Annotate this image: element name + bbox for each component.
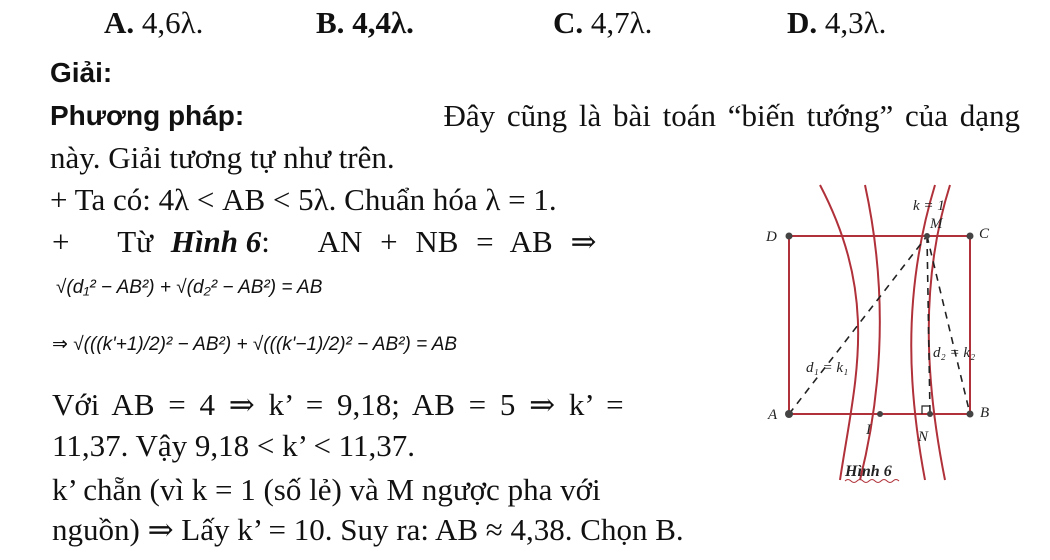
method-label: Phương pháp: xyxy=(50,100,245,131)
solution-heading: Giải: xyxy=(50,57,113,88)
option-b-letter: B. xyxy=(316,5,345,40)
label-b: B xyxy=(980,405,990,421)
option-d-letter: D. xyxy=(787,5,818,40)
label-a: A xyxy=(768,407,778,423)
line-m-b xyxy=(927,236,970,414)
method-text-1: Đây cũng là bài toán “biến tướng” của dạng xyxy=(443,98,1020,133)
point-n xyxy=(927,411,933,417)
point-a xyxy=(785,410,793,418)
figure-caption: Hình 6 xyxy=(845,463,892,480)
step2-equation: AN + NB = AB ⇒ xyxy=(317,224,597,259)
point-b xyxy=(967,411,974,418)
point-d xyxy=(786,233,793,240)
label-k-top: k = 1 xyxy=(913,198,945,214)
label-m: M xyxy=(930,216,943,232)
point-m xyxy=(924,233,930,239)
label-d2: d₂ = k₂ xyxy=(933,345,976,361)
step3-line-2: 11,37. Vậy 9,18 < k’ < 11,37. xyxy=(52,428,416,463)
option-c-value: 4,7λ. xyxy=(590,5,653,40)
option-b-value: 4,4λ. xyxy=(352,5,414,40)
option-d-value: 4,3λ. xyxy=(824,5,887,40)
label-c: C xyxy=(979,226,990,242)
point-c xyxy=(967,233,974,240)
step2-colon: : xyxy=(261,224,270,259)
step4-line-1: k’ chẵn (vì k = 1 (số lẻ) và M ngược pha với xyxy=(52,472,601,507)
formula-1: √(d₁² − AB²) + √(d₂² − AB²) = AB xyxy=(56,277,323,298)
label-d: D xyxy=(766,229,777,245)
option-a-value: 4,6λ. xyxy=(141,5,204,40)
label-i: I xyxy=(866,422,871,438)
method-line-2: này. Giải tương tự như trên. xyxy=(50,140,395,175)
step2-figure-ref: Hình 6 xyxy=(170,224,262,259)
label-d1: d₁ = k₁ xyxy=(806,360,849,376)
curve-left-outer xyxy=(820,185,858,480)
step2-from: Từ xyxy=(117,224,153,259)
option-a-letter: A. xyxy=(104,5,135,40)
point-i xyxy=(877,411,883,417)
step1-line: + Ta có: 4λ < AB < 5λ. Chuẩn hóa λ = 1. xyxy=(50,182,557,217)
formula-2: ⇒ √(((k'+1)/2)² − AB²) + √(((k'−1)/2)² − AB²) = AB xyxy=(52,334,458,355)
step3-line-1: Với AB = 4 ⇒ k’ = 9,18; AB = 5 ⇒ k’ = xyxy=(52,387,624,422)
step2-plus: + xyxy=(52,224,70,259)
label-n: N xyxy=(918,429,929,445)
step4-line-2: nguồn) ⇒ Lấy k’ = 10. Suy ra: AB ≈ 4,38. Chọn B. xyxy=(52,512,684,547)
option-c-letter: C. xyxy=(553,5,584,40)
